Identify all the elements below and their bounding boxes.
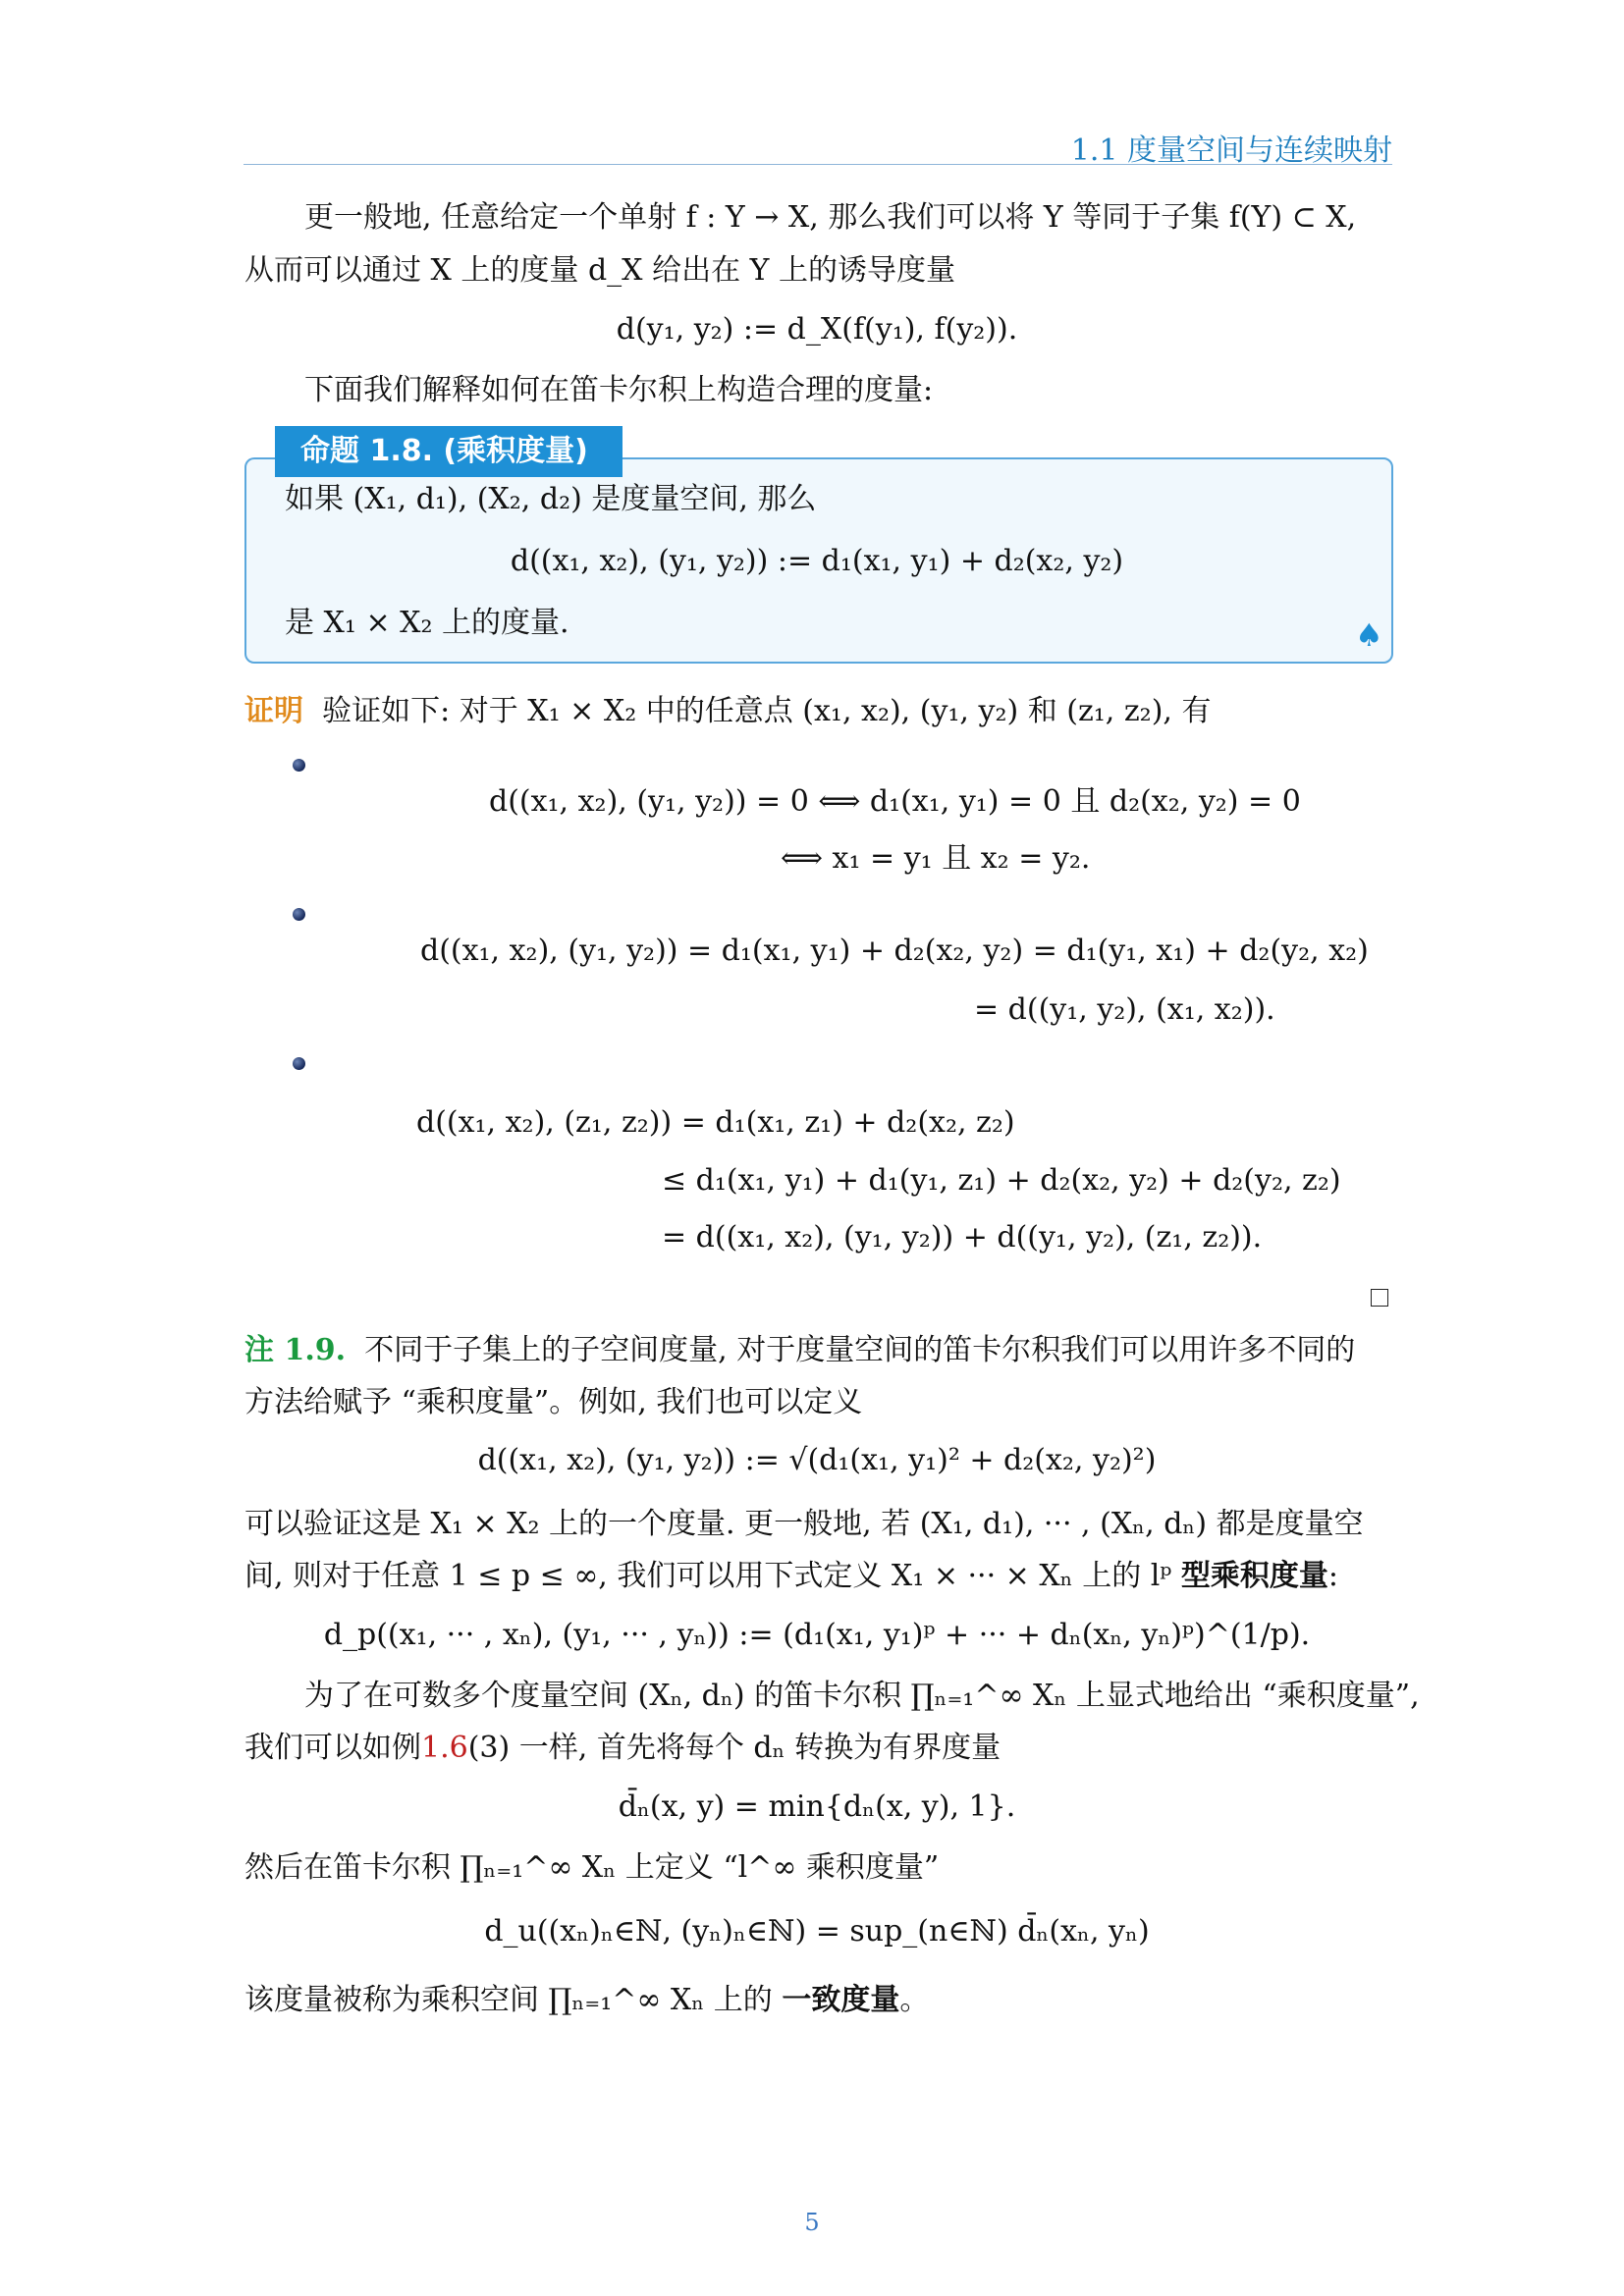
qed-icon: [1371, 1289, 1388, 1307]
note-equation2: d_p((x₁, ··· , xₙ), (y₁, ··· , yₙ)) := (d₁(x₁, y₁)ᵖ + ··· + dₙ(xₙ, yₙ)ᵖ)^(1/p).: [323, 1618, 1311, 1652]
note-equation1: d((x₁, x₂), (y₁, y₂)) := √(d₁(x₁, y₁)² + d₂(x₂, y₂)²): [477, 1443, 1157, 1477]
proof-item2-line1: d((x₁, x₂), (y₁, y₂)) = d₁(x₁, y₁) + d₂(x₂, y₂) = d₁(y₁, x₁) + d₂(y₂, x₂): [420, 934, 1369, 968]
proof-item3-line2: ≤ d₁(x₁, y₁) + d₁(y₁, z₁) + d₂(x₂, y₂) + d₂(y₂, z₂): [662, 1163, 1341, 1198]
proof-item1-line2: ⟺ x₁ = y₁ 且 x₂ = y₂.: [781, 841, 1091, 876]
proposition-line2: 是 X₁ × X₂ 上的度量.: [285, 606, 569, 640]
spade-icon: ♠: [1355, 616, 1383, 654]
para1-line1: 更一般地, 任意给定一个单射 f : Y → X, 那么我们可以将 Y 等同于子集 f(Y) ⊂ X,: [304, 200, 1357, 235]
para1-equation: d(y₁, y₂) := d_X(f(y₁), f(y₂)).: [616, 312, 1018, 347]
proof-intro: [244, 689, 1211, 734]
proof-item3-line3: = d((x₁, x₂), (y₁, y₂)) + d((y₁, y₂), (z₁, z₂)).: [662, 1220, 1263, 1255]
proof-intro-text: 验证如下: 对于 X₁ × X₂ 中的任意点 (x₁, x₂), (y₁, y₂) 和 (z₁, z₂), 有: [322, 694, 1212, 728]
page-number: 5: [804, 2209, 820, 2236]
para3-equation: d̄ₙ(x, y) = min{dₙ(x, y), 1}.: [618, 1789, 1016, 1824]
proof-item3-line1: d((x₁, x₂), (z₁, z₂)) = d₁(x₁, z₁) + d₂(x₂, z₂): [416, 1105, 1015, 1140]
para3-line2-rest: (3) 一样, 首先将每个 dₙ 转换为有界度量: [467, 1731, 1001, 1765]
proof-label: 证明: [244, 694, 303, 728]
para3-line1: 为了在可数多个度量空间 (Xₙ, dₙ) 的笛卡尔积 ∏ₙ₌₁^∞ Xₙ 上显式地给出 “乘积度量”,: [304, 1679, 1420, 1713]
para2: 下面我们解释如何在笛卡尔积上构造合理的度量:: [304, 373, 934, 407]
note-line4-text: 间, 则对于任意 1 ≤ p ≤ ∞, 我们可以用下式定义 X₁ × ··· × Xₙ 上的 lᵖ: [244, 1559, 1181, 1593]
note-line1: [244, 1328, 1355, 1373]
para3-line2-text: 我们可以如例: [244, 1731, 421, 1765]
lp-product-metric-term: 型乘积度量: [1180, 1559, 1328, 1593]
proof-item2-line2: = d((y₁, y₂), (x₁, x₂)).: [974, 992, 1275, 1027]
proposition-equation: d((x₁, x₂), (y₁, y₂)) := d₁(x₁, y₁) + d₂(x₂, y₂): [510, 544, 1124, 578]
para3-line4-end: 。: [899, 1983, 930, 2017]
para1-line2: 从而可以通过 X 上的度量 d_X 给出在 Y 上的诱导度量: [244, 253, 955, 288]
running-header: 1.1 度量空间与连续映射: [1070, 133, 1392, 168]
para3-line4-text: 该度量被称为乘积空间 ∏ₙ₌₁^∞ Xₙ 上的: [244, 1983, 783, 2017]
proposition-title: 命题 1.8. (乘积度量): [275, 426, 623, 477]
note-line2: 方法给赋予 “乘积度量”。例如, 我们也可以定义: [244, 1385, 863, 1419]
note-line4: [244, 1554, 1338, 1599]
bullet-icon: [293, 759, 305, 772]
bullet-icon: [293, 1057, 305, 1070]
note-line4-colon: :: [1327, 1559, 1338, 1593]
bullet-icon: [293, 908, 305, 921]
para3-equation2: d_u((xₙ)ₙ∈ℕ, (yₙ)ₙ∈ℕ) = sup_(n∈ℕ) d̄ₙ(xₙ, yₙ): [484, 1914, 1150, 1949]
note-label: 注 1.9.: [244, 1333, 347, 1367]
para3-line4: [244, 1978, 929, 2023]
uniform-metric-term: 一致度量: [782, 1983, 900, 2017]
proof-item1-line1: d((x₁, x₂), (y₁, y₂)) = 0 ⟺ d₁(x₁, y₁) = 0 且 d₂(x₂, y₂) = 0: [489, 784, 1301, 819]
para3-line2: [244, 1726, 1001, 1771]
header-rule: [244, 164, 1392, 165]
proposition-line1: 如果 (X₁, d₁), (X₂, d₂) 是度量空间, 那么: [285, 482, 817, 516]
example-ref-link[interactable]: 1.6: [421, 1731, 468, 1765]
note-line1-text: 不同于子集上的子空间度量, 对于度量空间的笛卡尔积我们可以用许多不同的: [364, 1333, 1356, 1367]
para3-line3: 然后在笛卡尔积 ∏ₙ₌₁^∞ Xₙ 上定义 “l^∞ 乘积度量”: [244, 1850, 940, 1885]
note-line3: 可以验证这是 X₁ × X₂ 上的一个度量. 更一般地, 若 (X₁, d₁), ··· , (Xₙ, dₙ) 都是度量空: [244, 1507, 1364, 1541]
